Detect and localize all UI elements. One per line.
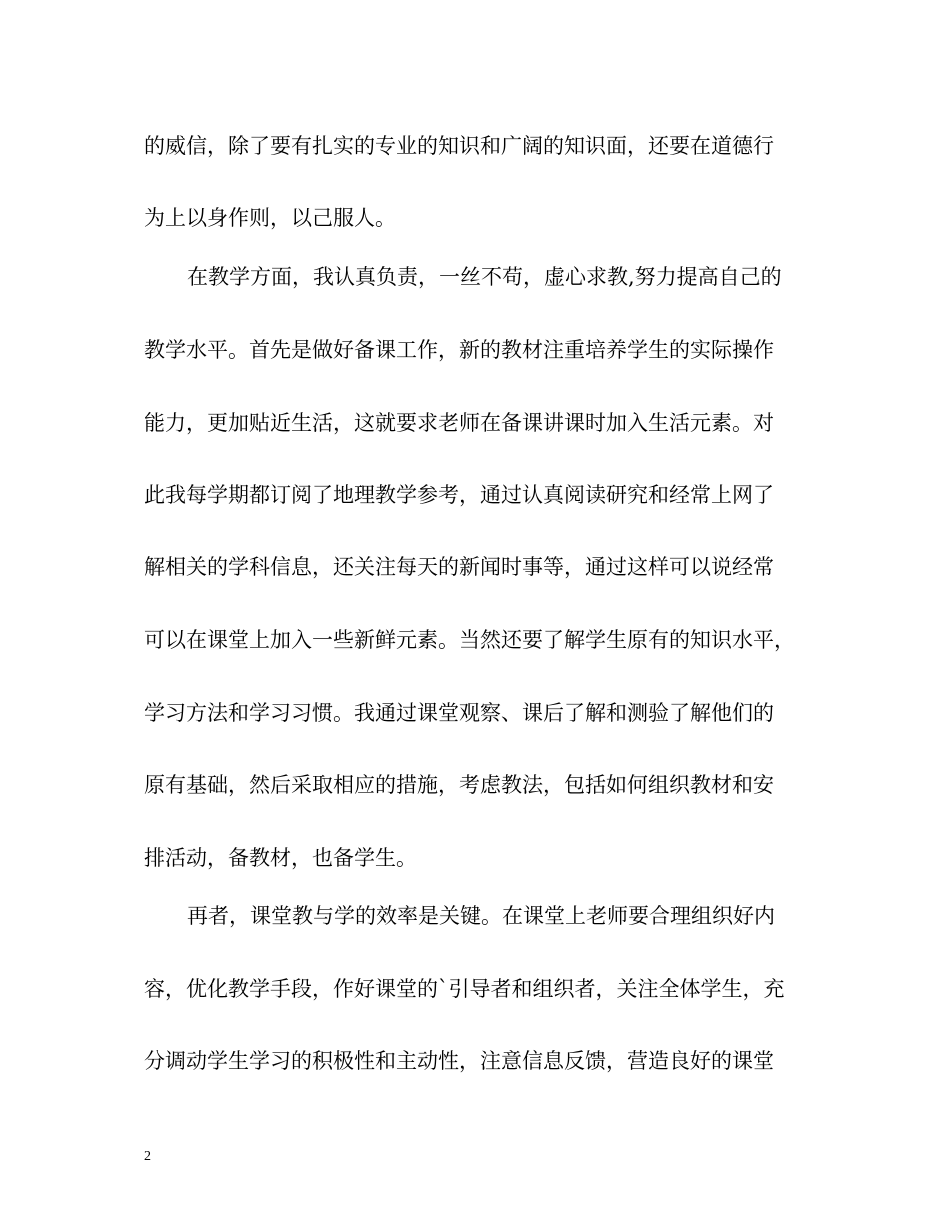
body-text-line: 容，优化教学手段，作好课堂的`引导者和组织者，关注全体学生，充 [144, 977, 785, 1001]
body-text-line: 此我每学期都订阅了地理教学参考，通过认真阅读研究和经常上网了 [144, 483, 774, 507]
body-text-line: 可以在课堂上加入一些新鲜元素。当然还要了解学生原有的知识水平， [144, 628, 795, 652]
body-text-line: 原有基础，然后采取相应的措施，考虑教法，包括如何组织教材和安 [144, 773, 774, 797]
body-text-line: 解相关的学科信息，还关注每天的新闻时事等，通过这样可以说经常 [144, 555, 774, 579]
body-text-line: 学习方法和学习习惯。我通过课堂观察、课后了解和测验了解他们的 [144, 701, 774, 725]
paragraph-start-line: 再者，课堂教与学的效率是关键。在课堂上老师要合理组织好内 [187, 904, 775, 928]
body-text-line: 排活动，备教材，也备学生。 [144, 846, 417, 870]
body-text-line: 的威信，除了要有扎实的专业的知识和广阔的知识面，还要在道德行 [144, 134, 774, 158]
body-text-line: 为上以身作则，以己服人。 [144, 206, 396, 230]
body-text-line: 分调动学生学习的积极性和主动性，注意信息反馈，营造良好的课堂 [144, 1049, 774, 1073]
body-text-line: 能力，更加贴近生活，这就要求老师在备课讲课时加入生活元素。对 [144, 411, 774, 435]
paragraph-start-line: 在教学方面，我认真负责，一丝不苟，虚心求教,努力提高自己的 [187, 265, 782, 289]
page-number: 2 [144, 1149, 151, 1164]
body-text-line: 教学水平。首先是做好备课工作，新的教材注重培养学生的实际操作 [144, 338, 774, 362]
